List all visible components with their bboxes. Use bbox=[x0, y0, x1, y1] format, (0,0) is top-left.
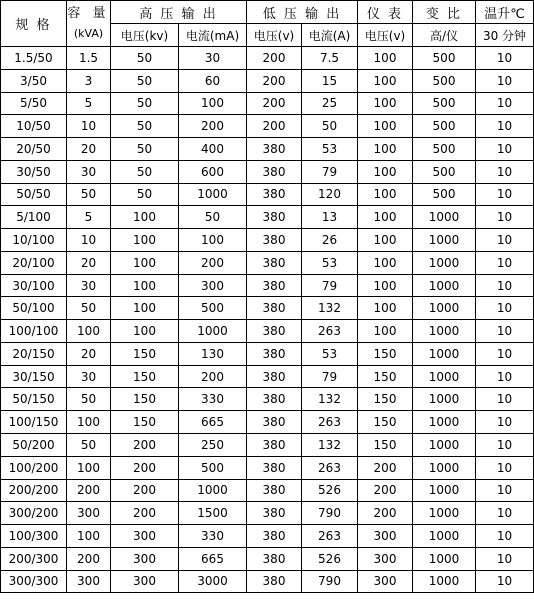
cell-ratio: 1000 bbox=[413, 274, 476, 297]
cell-hv-voltage: 50 bbox=[111, 92, 179, 115]
cell-capacity: 200 bbox=[67, 479, 111, 502]
cell-meter-voltage: 100 bbox=[358, 47, 413, 70]
cell-spec: 30/100 bbox=[1, 274, 67, 297]
cell-lv-current: 79 bbox=[302, 365, 358, 388]
cell-lv-current: 79 bbox=[302, 160, 358, 183]
cell-temp-rise: 10 bbox=[476, 479, 534, 502]
cell-meter-voltage: 200 bbox=[358, 479, 413, 502]
cell-lv-voltage: 200 bbox=[247, 47, 302, 70]
cell-ratio: 1000 bbox=[413, 570, 476, 593]
header-lv-output: 低 压 输 出 bbox=[247, 1, 358, 24]
header-capacity-unit: (kVA) bbox=[73, 26, 104, 40]
cell-spec: 20/100 bbox=[1, 251, 67, 274]
cell-lv-current: 26 bbox=[302, 229, 358, 252]
cell-temp-rise: 10 bbox=[476, 69, 534, 92]
cell-lv-current: 15 bbox=[302, 69, 358, 92]
header-lv-current: 电流(A) bbox=[302, 24, 358, 47]
table-row bbox=[1, 547, 534, 570]
cell-spec: 30/150 bbox=[1, 365, 67, 388]
cell-ratio: 1000 bbox=[413, 411, 476, 434]
cell-capacity: 100 bbox=[67, 525, 111, 548]
cell-hv-voltage: 300 bbox=[111, 525, 179, 548]
cell-lv-current: 132 bbox=[302, 388, 358, 411]
cell-capacity: 30 bbox=[67, 274, 111, 297]
cell-spec: 50/100 bbox=[1, 297, 67, 320]
cell-hv-current: 500 bbox=[179, 456, 247, 479]
cell-ratio: 1000 bbox=[413, 320, 476, 343]
cell-hv-voltage: 200 bbox=[111, 456, 179, 479]
table-row bbox=[1, 274, 534, 297]
cell-ratio: 1000 bbox=[413, 502, 476, 525]
cell-temp-rise: 10 bbox=[476, 320, 534, 343]
cell-hv-voltage: 50 bbox=[111, 138, 179, 161]
cell-hv-voltage: 200 bbox=[111, 502, 179, 525]
cell-meter-voltage: 100 bbox=[358, 229, 413, 252]
cell-meter-voltage: 100 bbox=[358, 274, 413, 297]
cell-hv-current: 665 bbox=[179, 547, 247, 570]
cell-hv-voltage: 200 bbox=[111, 434, 179, 457]
cell-spec: 100/150 bbox=[1, 411, 67, 434]
cell-lv-current: 263 bbox=[302, 525, 358, 548]
table-row bbox=[1, 183, 534, 206]
cell-meter-voltage: 100 bbox=[358, 160, 413, 183]
header-ratio: 变 比 bbox=[413, 1, 476, 24]
cell-lv-voltage: 380 bbox=[247, 138, 302, 161]
cell-spec: 10/100 bbox=[1, 229, 67, 252]
cell-lv-current: 132 bbox=[302, 434, 358, 457]
cell-lv-voltage: 380 bbox=[247, 342, 302, 365]
cell-meter-voltage: 100 bbox=[358, 183, 413, 206]
cell-hv-current: 1000 bbox=[179, 183, 247, 206]
cell-lv-current: 13 bbox=[302, 206, 358, 229]
cell-lv-voltage: 380 bbox=[247, 297, 302, 320]
cell-meter-voltage: 100 bbox=[358, 115, 413, 138]
cell-ratio: 500 bbox=[413, 47, 476, 70]
cell-ratio: 1000 bbox=[413, 251, 476, 274]
cell-hv-current: 400 bbox=[179, 138, 247, 161]
header-hv-output: 高 压 输 出 bbox=[111, 1, 247, 24]
cell-lv-voltage: 380 bbox=[247, 502, 302, 525]
header-temp-sub: 30 分钟 bbox=[476, 24, 534, 47]
cell-temp-rise: 10 bbox=[476, 47, 534, 70]
cell-capacity: 100 bbox=[67, 411, 111, 434]
cell-lv-current: 263 bbox=[302, 411, 358, 434]
cell-lv-voltage: 200 bbox=[247, 92, 302, 115]
cell-lv-voltage: 380 bbox=[247, 365, 302, 388]
cell-ratio: 500 bbox=[413, 183, 476, 206]
cell-meter-voltage: 100 bbox=[358, 138, 413, 161]
cell-meter-voltage: 200 bbox=[358, 502, 413, 525]
cell-lv-current: 53 bbox=[302, 138, 358, 161]
cell-temp-rise: 10 bbox=[476, 388, 534, 411]
table-row bbox=[1, 92, 534, 115]
cell-temp-rise: 10 bbox=[476, 115, 534, 138]
cell-capacity: 300 bbox=[67, 570, 111, 593]
cell-hv-current: 130 bbox=[179, 342, 247, 365]
cell-hv-voltage: 100 bbox=[111, 320, 179, 343]
cell-hv-current: 600 bbox=[179, 160, 247, 183]
cell-hv-voltage: 50 bbox=[111, 160, 179, 183]
cell-capacity: 5 bbox=[67, 206, 111, 229]
cell-lv-voltage: 380 bbox=[247, 388, 302, 411]
cell-hv-voltage: 50 bbox=[111, 69, 179, 92]
cell-spec: 10/50 bbox=[1, 115, 67, 138]
cell-meter-voltage: 150 bbox=[358, 411, 413, 434]
cell-meter-voltage: 100 bbox=[358, 92, 413, 115]
header-hv-voltage: 电压(kv) bbox=[111, 24, 179, 47]
cell-capacity: 50 bbox=[67, 388, 111, 411]
cell-temp-rise: 10 bbox=[476, 570, 534, 593]
cell-lv-current: 526 bbox=[302, 479, 358, 502]
cell-temp-rise: 10 bbox=[476, 456, 534, 479]
cell-hv-voltage: 50 bbox=[111, 183, 179, 206]
table-row bbox=[1, 251, 534, 274]
table-row bbox=[1, 69, 534, 92]
cell-lv-current: 79 bbox=[302, 274, 358, 297]
header-capacity-label: 容 量 bbox=[67, 5, 110, 21]
table-row bbox=[1, 388, 534, 411]
cell-lv-current: 263 bbox=[302, 456, 358, 479]
header-lv-voltage: 电压(v) bbox=[247, 24, 302, 47]
cell-spec: 5/100 bbox=[1, 206, 67, 229]
header-ratio-sub: 高/仪 bbox=[413, 24, 476, 47]
cell-lv-current: 120 bbox=[302, 183, 358, 206]
cell-ratio: 1000 bbox=[413, 434, 476, 457]
cell-temp-rise: 10 bbox=[476, 342, 534, 365]
cell-lv-current: 53 bbox=[302, 342, 358, 365]
cell-lv-current: 790 bbox=[302, 570, 358, 593]
cell-temp-rise: 10 bbox=[476, 525, 534, 548]
cell-temp-rise: 10 bbox=[476, 160, 534, 183]
cell-spec: 100/200 bbox=[1, 456, 67, 479]
table-body bbox=[1, 47, 534, 593]
cell-capacity: 20 bbox=[67, 251, 111, 274]
cell-hv-voltage: 100 bbox=[111, 251, 179, 274]
cell-hv-voltage: 150 bbox=[111, 342, 179, 365]
cell-meter-voltage: 300 bbox=[358, 547, 413, 570]
cell-lv-voltage: 380 bbox=[247, 274, 302, 297]
table-row bbox=[1, 434, 534, 457]
cell-hv-voltage: 50 bbox=[111, 47, 179, 70]
cell-capacity: 30 bbox=[67, 160, 111, 183]
cell-lv-current: 790 bbox=[302, 502, 358, 525]
cell-hv-current: 1000 bbox=[179, 320, 247, 343]
cell-lv-current: 7.5 bbox=[302, 47, 358, 70]
cell-ratio: 500 bbox=[413, 160, 476, 183]
cell-spec: 50/150 bbox=[1, 388, 67, 411]
cell-temp-rise: 10 bbox=[476, 365, 534, 388]
cell-meter-voltage: 100 bbox=[358, 297, 413, 320]
cell-temp-rise: 10 bbox=[476, 297, 534, 320]
cell-capacity: 50 bbox=[67, 183, 111, 206]
cell-lv-voltage: 380 bbox=[247, 320, 302, 343]
cell-meter-voltage: 150 bbox=[358, 365, 413, 388]
cell-capacity: 3 bbox=[67, 69, 111, 92]
cell-temp-rise: 10 bbox=[476, 274, 534, 297]
cell-capacity: 10 bbox=[67, 229, 111, 252]
cell-lv-voltage: 380 bbox=[247, 456, 302, 479]
cell-capacity: 300 bbox=[67, 502, 111, 525]
cell-ratio: 1000 bbox=[413, 547, 476, 570]
cell-spec: 3/50 bbox=[1, 69, 67, 92]
cell-spec: 1.5/50 bbox=[1, 47, 67, 70]
cell-spec: 30/50 bbox=[1, 160, 67, 183]
cell-spec: 5/50 bbox=[1, 92, 67, 115]
cell-spec: 20/50 bbox=[1, 138, 67, 161]
cell-temp-rise: 10 bbox=[476, 92, 534, 115]
cell-hv-current: 100 bbox=[179, 229, 247, 252]
cell-lv-voltage: 380 bbox=[247, 547, 302, 570]
cell-hv-voltage: 100 bbox=[111, 229, 179, 252]
cell-ratio: 1000 bbox=[413, 388, 476, 411]
cell-ratio: 500 bbox=[413, 69, 476, 92]
cell-hv-voltage: 150 bbox=[111, 365, 179, 388]
table-row bbox=[1, 479, 534, 502]
cell-ratio: 500 bbox=[413, 92, 476, 115]
header-meter: 仪 表 bbox=[358, 1, 413, 24]
table-row bbox=[1, 47, 534, 70]
header-temp-rise: 温升℃ bbox=[476, 1, 534, 24]
cell-meter-voltage: 300 bbox=[358, 570, 413, 593]
cell-temp-rise: 10 bbox=[476, 251, 534, 274]
cell-capacity: 20 bbox=[67, 342, 111, 365]
cell-temp-rise: 10 bbox=[476, 502, 534, 525]
cell-capacity: 30 bbox=[67, 365, 111, 388]
cell-hv-voltage: 150 bbox=[111, 411, 179, 434]
cell-capacity: 100 bbox=[67, 320, 111, 343]
cell-hv-voltage: 100 bbox=[111, 206, 179, 229]
cell-spec: 300/300 bbox=[1, 570, 67, 593]
table-row bbox=[1, 229, 534, 252]
header-meter-voltage: 电压(v) bbox=[358, 24, 413, 47]
cell-lv-voltage: 380 bbox=[247, 411, 302, 434]
cell-ratio: 1000 bbox=[413, 456, 476, 479]
cell-ratio: 1000 bbox=[413, 229, 476, 252]
cell-lv-current: 526 bbox=[302, 547, 358, 570]
cell-hv-voltage: 200 bbox=[111, 479, 179, 502]
cell-temp-rise: 10 bbox=[476, 411, 534, 434]
cell-hv-current: 1000 bbox=[179, 479, 247, 502]
cell-lv-current: 50 bbox=[302, 115, 358, 138]
header-capacity bbox=[67, 1, 111, 47]
table-row bbox=[1, 320, 534, 343]
cell-lv-current: 53 bbox=[302, 251, 358, 274]
cell-capacity: 50 bbox=[67, 434, 111, 457]
cell-meter-voltage: 200 bbox=[358, 456, 413, 479]
table-row bbox=[1, 115, 534, 138]
cell-hv-current: 200 bbox=[179, 251, 247, 274]
cell-ratio: 1000 bbox=[413, 479, 476, 502]
cell-meter-voltage: 150 bbox=[358, 342, 413, 365]
cell-hv-current: 100 bbox=[179, 92, 247, 115]
cell-capacity: 1.5 bbox=[67, 47, 111, 70]
cell-hv-voltage: 100 bbox=[111, 274, 179, 297]
table-row bbox=[1, 456, 534, 479]
cell-spec: 100/300 bbox=[1, 525, 67, 548]
cell-lv-voltage: 380 bbox=[247, 479, 302, 502]
cell-hv-current: 200 bbox=[179, 115, 247, 138]
table-row bbox=[1, 160, 534, 183]
header-row-1 bbox=[1, 1, 534, 24]
cell-ratio: 1000 bbox=[413, 525, 476, 548]
cell-spec: 200/200 bbox=[1, 479, 67, 502]
cell-capacity: 200 bbox=[67, 547, 111, 570]
cell-capacity: 50 bbox=[67, 297, 111, 320]
cell-hv-voltage: 300 bbox=[111, 570, 179, 593]
cell-hv-current: 60 bbox=[179, 69, 247, 92]
header-hv-current: 电流(mA) bbox=[179, 24, 247, 47]
cell-temp-rise: 10 bbox=[476, 206, 534, 229]
cell-ratio: 500 bbox=[413, 115, 476, 138]
cell-ratio: 1000 bbox=[413, 365, 476, 388]
cell-lv-current: 25 bbox=[302, 92, 358, 115]
cell-hv-current: 330 bbox=[179, 388, 247, 411]
cell-lv-voltage: 380 bbox=[247, 206, 302, 229]
cell-capacity: 5 bbox=[67, 92, 111, 115]
cell-spec: 300/200 bbox=[1, 502, 67, 525]
cell-temp-rise: 10 bbox=[476, 138, 534, 161]
cell-hv-current: 330 bbox=[179, 525, 247, 548]
cell-lv-voltage: 200 bbox=[247, 115, 302, 138]
cell-hv-current: 665 bbox=[179, 411, 247, 434]
cell-hv-voltage: 50 bbox=[111, 115, 179, 138]
cell-capacity: 100 bbox=[67, 456, 111, 479]
cell-hv-current: 30 bbox=[179, 47, 247, 70]
cell-ratio: 1000 bbox=[413, 206, 476, 229]
cell-meter-voltage: 100 bbox=[358, 320, 413, 343]
table-header bbox=[1, 1, 534, 47]
table-row bbox=[1, 365, 534, 388]
table-row bbox=[1, 411, 534, 434]
table-row bbox=[1, 342, 534, 365]
cell-lv-current: 263 bbox=[302, 320, 358, 343]
cell-lv-voltage: 380 bbox=[247, 570, 302, 593]
cell-spec: 20/150 bbox=[1, 342, 67, 365]
cell-ratio: 500 bbox=[413, 138, 476, 161]
table-row bbox=[1, 206, 534, 229]
cell-spec: 50/50 bbox=[1, 183, 67, 206]
cell-lv-voltage: 380 bbox=[247, 183, 302, 206]
cell-lv-voltage: 380 bbox=[247, 229, 302, 252]
cell-ratio: 1000 bbox=[413, 342, 476, 365]
cell-spec: 50/200 bbox=[1, 434, 67, 457]
cell-meter-voltage: 100 bbox=[358, 69, 413, 92]
cell-spec: 100/100 bbox=[1, 320, 67, 343]
table-row bbox=[1, 138, 534, 161]
cell-lv-voltage: 380 bbox=[247, 434, 302, 457]
cell-meter-voltage: 150 bbox=[358, 388, 413, 411]
cell-meter-voltage: 150 bbox=[358, 434, 413, 457]
cell-lv-voltage: 200 bbox=[247, 69, 302, 92]
cell-hv-voltage: 100 bbox=[111, 297, 179, 320]
cell-temp-rise: 10 bbox=[476, 434, 534, 457]
cell-hv-current: 200 bbox=[179, 365, 247, 388]
table-row bbox=[1, 297, 534, 320]
header-spec: 规 格 bbox=[1, 1, 67, 47]
cell-spec: 200/300 bbox=[1, 547, 67, 570]
table-row bbox=[1, 525, 534, 548]
cell-hv-voltage: 300 bbox=[111, 547, 179, 570]
cell-temp-rise: 10 bbox=[476, 547, 534, 570]
cell-meter-voltage: 300 bbox=[358, 525, 413, 548]
cell-hv-current: 1500 bbox=[179, 502, 247, 525]
cell-temp-rise: 10 bbox=[476, 229, 534, 252]
cell-lv-current: 132 bbox=[302, 297, 358, 320]
cell-lv-voltage: 380 bbox=[247, 525, 302, 548]
cell-capacity: 20 bbox=[67, 138, 111, 161]
cell-ratio: 1000 bbox=[413, 297, 476, 320]
cell-lv-voltage: 380 bbox=[247, 251, 302, 274]
cell-capacity: 10 bbox=[67, 115, 111, 138]
cell-meter-voltage: 100 bbox=[358, 206, 413, 229]
table-row bbox=[1, 570, 534, 593]
table-row bbox=[1, 502, 534, 525]
cell-hv-current: 300 bbox=[179, 274, 247, 297]
cell-temp-rise: 10 bbox=[476, 183, 534, 206]
cell-lv-voltage: 380 bbox=[247, 160, 302, 183]
cell-hv-current: 50 bbox=[179, 206, 247, 229]
cell-meter-voltage: 100 bbox=[358, 251, 413, 274]
cell-hv-current: 3000 bbox=[179, 570, 247, 593]
cell-hv-current: 250 bbox=[179, 434, 247, 457]
cell-hv-voltage: 150 bbox=[111, 388, 179, 411]
cell-hv-current: 500 bbox=[179, 297, 247, 320]
